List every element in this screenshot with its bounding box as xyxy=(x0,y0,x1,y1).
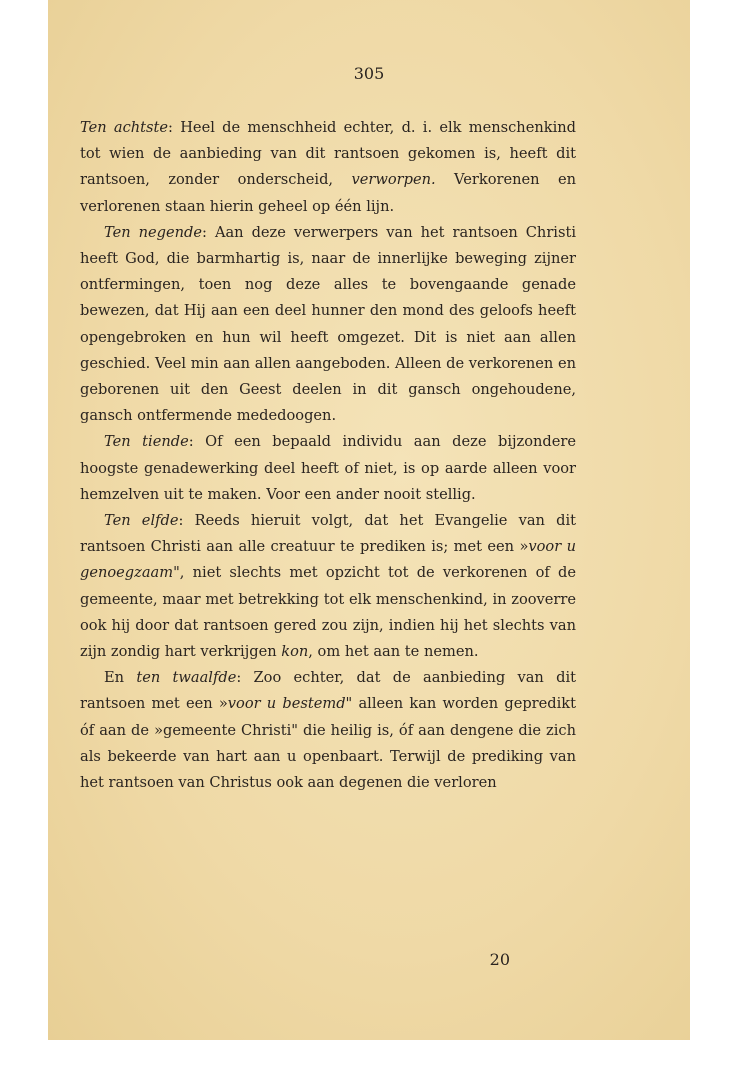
emphasis: verworpen. xyxy=(351,171,436,189)
signature-mark: 20 xyxy=(489,950,510,969)
paragraph-text: : Of een bepaald individu aan deze bijzondere hoogste genadewerking deel heeft of niet, is op aarde alleen voor hemzelven uit te maken. Voor een ander nooit stellig. xyxy=(80,433,576,503)
lead-term: Ten tiende xyxy=(104,433,189,451)
paragraph-text: : Heel de menschheid echter, d. i. elk menschenkind tot wien de aanbieding van dit rantsoen gekomen is, heeft dit rantsoen, zonder onderscheid, xyxy=(80,119,576,189)
page-number: 305 xyxy=(353,64,385,83)
lead-term: Ten achtste xyxy=(80,119,169,136)
paragraph-text: , om het aan te nemen. xyxy=(308,643,479,661)
emphasis: kon xyxy=(281,643,309,661)
paragraph-text: En xyxy=(104,669,137,687)
lead-term: ten twaalfde xyxy=(136,669,237,687)
book-page xyxy=(48,0,690,1040)
emphasis: voor u bestemd xyxy=(227,695,346,713)
paragraph-text: : Zoo echter, dat de aanbieding van dit rantsoen met een » xyxy=(80,669,576,713)
paragraph-text: " alleen kan worden gepredikt óf aan de »gemeente Christi" die heilig is, óf aan dengene die zich als bekeerde van hart aan u openbaart. Terwijl de prediking van het rantsoen van Christus ook aan degenen die verloren xyxy=(80,695,576,792)
paragraph-negende xyxy=(80,220,576,430)
body-text xyxy=(80,115,576,796)
emphasis: voor u genoegzaam xyxy=(80,538,576,582)
lead-term: Ten elfde xyxy=(104,512,179,530)
paragraph-text: : Reeds hieruit volgt, dat het Evangelie van dit rantsoen Christi aan alle creatuur te prediken is; met een » xyxy=(80,512,576,556)
paragraph-achtste xyxy=(80,115,576,220)
lead-term: Ten negende xyxy=(104,223,203,241)
paragraph-text: Verkorenen en verlorenen staan hierin geheel op één lijn. xyxy=(80,171,576,215)
paragraph-text: ", niet slechts met opzicht tot de verkorenen of de gemeente, maar met betrekking tot elk menschenkind, in zooverre ook hij door dat rantsoen gered zou zijn, indien hij het slechts van zijn zondig hart verkrijgen xyxy=(80,564,576,661)
paragraph-twaalfde xyxy=(80,665,576,796)
paragraph-tiende xyxy=(80,429,576,508)
paragraph-elfde xyxy=(80,508,576,665)
paragraph-text: : Aan deze verwerpers van het rantsoen Christi heeft God, die barmhartig is, naar de innerlijke beweging zijner ontfermingen, toen nog deze alles te bovengaande genade bewezen, dat Hij aan een deel hunner den mond des geloofs heeft opengebroken en hun wil heeft omgezet. Dit is niet aan allen geschied. Veel min aan allen aangeboden. Alleen de verkorenen en geborenen uit den Geest deelen in dit gansch ongehoudene, gansch ontfermende mededoogen. xyxy=(80,223,577,425)
